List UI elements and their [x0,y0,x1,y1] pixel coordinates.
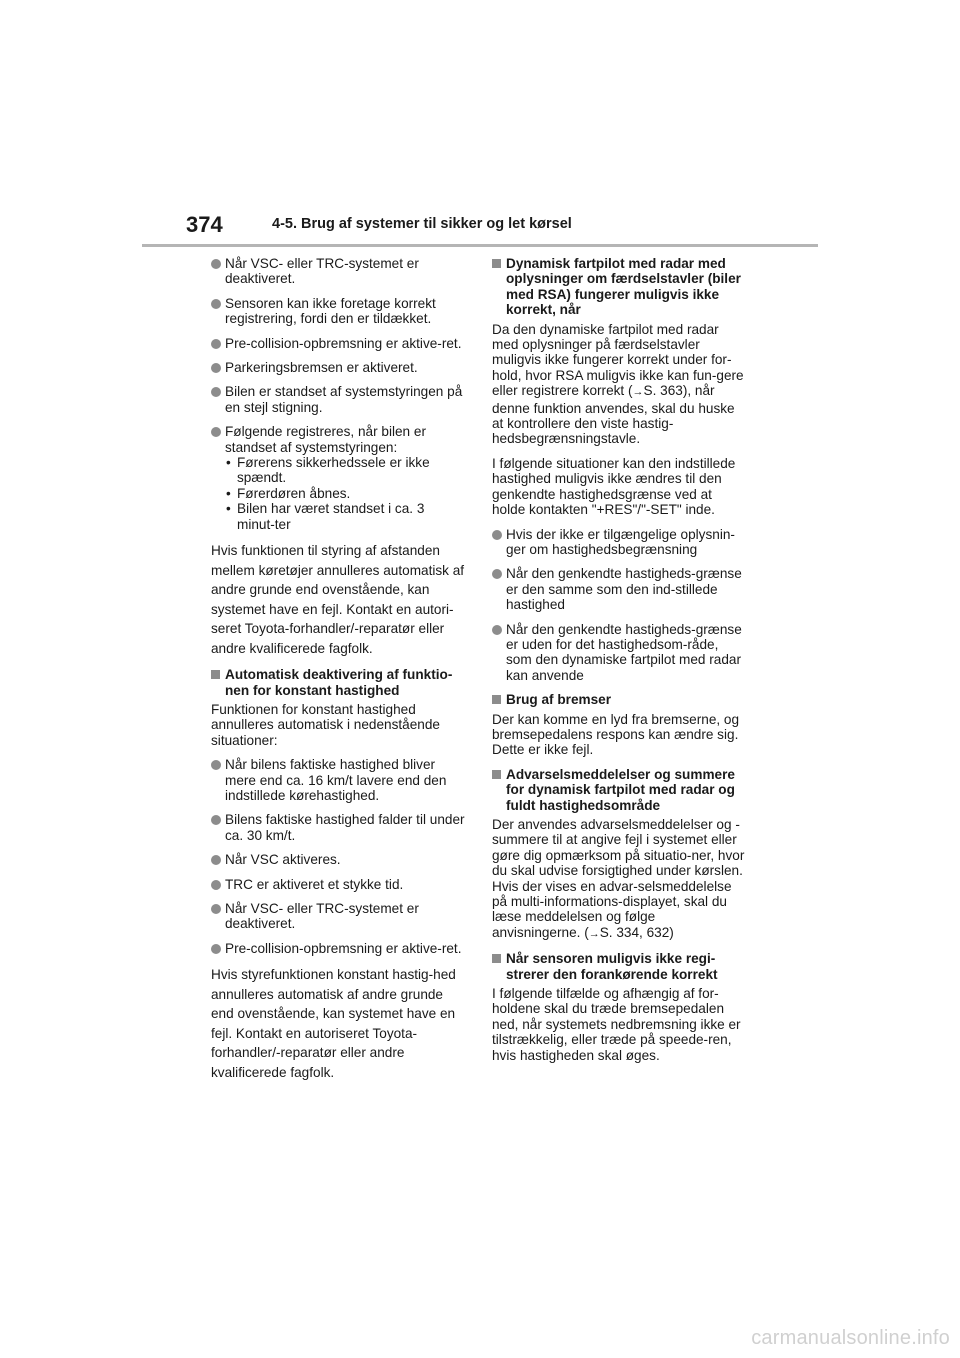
paragraph: Hvis styrefunktionen konstant hastig-hed annulleres automatisk af andre grunde end ovenstående, kan systemet have en fejl. Kontakt en autoriseret Toyota-forhandler/-reparatør eller andre kvalificerede fagfolk. [211,967,456,1080]
paragraph [492,817,746,942]
bullet-icon [211,339,221,349]
bullet-icon [211,387,221,397]
section-heading-text: Brug af bremser [506,692,612,708]
bullet-icon [211,259,221,269]
list-item-text: Hvis der ikke er tilgængelige oplysnin-ger om hastighedsbegrænsning [506,526,735,557]
list-item [211,360,465,375]
square-bullet-icon [211,670,220,679]
bullet-icon [211,427,221,437]
list-item [492,566,746,612]
list-item-text: Sensoren kan ikke foretage korrekt registrering, fordi den er tildækket. [225,295,436,327]
bullet-icon [492,530,502,540]
sub-list-item: • Førerdøren åbnes. [225,486,465,501]
sub-list-item: • Bilen har været standset i ca. 3 minut-ter [225,501,465,532]
list-item [211,852,465,867]
section-heading [492,692,746,707]
square-bullet-icon [492,954,501,963]
paragraph-text: ) [669,924,674,940]
list-item-text: Bilens faktiske hastighed falder til under ca. 30 km/t. [225,812,465,843]
sub-list-item: • Førerens sikkerhedssele er ikke spændt. [225,455,465,486]
paragraph-text: ), når denne funktion anvendes, skal du huske at kontrollere den viste hastig-hedsbegrænsningstavle. [492,383,735,447]
square-bullet-icon [492,695,501,704]
right-column [492,256,746,1072]
list-item-text: Når VSC- eller TRC-systemet er deaktiveret. [225,900,419,932]
paragraph: I følgende situationer kan den indstillede hastighed muligvis ikke ændres til den genkendte hastighedsgrænse ved at holde kontakten "+RES"/"-SET" inde. [492,455,736,518]
bullet-icon [211,815,221,825]
watermark: carmanualsonline.info [751,1327,950,1349]
list-item-text: Parkeringsbremsen er aktiveret. [225,360,418,376]
list-item [211,296,465,327]
page-number: 374 [186,212,223,237]
paragraph: Der kan komme en lyd fra bremserne, og bremsepedalens respons kan ændre sig. Dette er ikke fejl. [492,711,740,758]
bullet-icon [211,880,221,890]
bullet-icon [492,569,502,579]
bullet-icon [211,299,221,309]
square-bullet-icon [492,259,501,268]
header-divider [142,244,818,247]
bullet-icon [211,904,221,914]
list-item [211,812,465,843]
section-heading-text: Dynamisk fartpilot med radar med oplysninger om færdselstavler (biler med RSA) fungerer muligvis ikke korrekt, når [506,256,741,318]
page-header [186,212,818,248]
paragraph: Hvis funktionen til styring af afstanden mellem køretøjer annulleres automatisk af andre grunde end ovenstående, kan systemet have en fejl. Kontakt en autori-seret Toyota-forhandler/-reparatør eller andre kvalificerede fagfolk. [211,543,465,656]
list-item [211,336,465,351]
list-item-text: Bilen er standset af systemstyringen på en stejl stigning. [225,384,463,415]
page-reference: S. 334, 632 [599,924,670,940]
section-heading-text: Automatisk deaktivering af funktio-nen for konstant hastighed [225,667,453,698]
bullet-icon [211,855,221,865]
section-heading-text: Advarselsmeddelelser og summere for dynamisk fartpilot med radar og fuldt hastighedsområde [506,766,735,813]
section-heading [492,951,746,982]
list-item [211,424,465,532]
list-item [211,901,465,932]
bullet-icon [211,363,221,373]
list-item [211,757,465,803]
list-item [211,384,465,415]
arrow-right-icon: → [632,386,644,399]
list-item-text: Følgende registreres, når bilen er standset af systemstyringen: [225,424,426,455]
list-item [211,877,465,892]
section-heading [492,256,746,318]
list-item-text: TRC er aktiveret et stykke tid. [225,876,404,892]
list-item-text: Når VSC aktiveres. [225,852,341,868]
section-heading [492,767,746,813]
bullet-icon [211,760,221,770]
list-item-text: Når den genkendte hastigheds-grænse er uden for det hastighedsom-råde, som den dynamiske fartpilot med radar kan anvende [506,621,742,683]
square-bullet-icon [492,770,501,779]
bullet-icon [492,625,502,635]
list-item [211,256,465,287]
paragraph-text: Da den dynamiske fartpilot med radar med oplysninger på færdselstavler muligvis ikke fungerer korrekt under for-hold, hvor RSA muligvis ikke kan fun-gere eller registrere korrekt ( [492,321,744,399]
page-reference: S. 363 [643,383,683,399]
list-item-text: Når den genkendte hastigheds-grænse er den samme som den ind-stillede hastighed [506,566,742,613]
list-item-text: Pre-collision-opbremsning er aktive-ret. [225,335,462,351]
paragraph [492,322,746,447]
list-item [211,941,465,956]
paragraph-text: Der anvendes advarselsmeddelelser og -summere til at angive fejl i systemet eller gøre dig opmærksom på situatio-ner, hvor du skal udvise forsigtighed under kørslen. Hvis der vises en advar-selsmeddelelse på multi-informations-displayet, skal du læse meddelelsen og følge anvisningerne. ( [492,817,745,940]
left-column [211,256,465,1091]
section-heading-text: Når sensoren muligvis ikke regi-strerer den forankørende korrekt [506,951,718,982]
list-item-text: Pre-collision-opbremsning er aktive-ret. [225,940,462,956]
list-item [492,527,746,558]
list-item [492,622,746,684]
bullet-icon [211,944,221,954]
list-item-text: Når bilens faktiske hastighed bliver mere end ca. 16 km/t lavere end den indstillede kørehastighed. [225,757,447,803]
arrow-right-icon: → [588,927,600,940]
paragraph: I følgende tilfælde og afhængig af for-holdene skal du træde bremsepedalen ned, når systemets nedbremsning ikke er tilstrækkelig, eller træde på speede-ren, hvis hastigheden skal øges. [492,986,741,1063]
list-item-text: Når VSC- eller TRC-systemet er deaktiveret. [225,256,419,287]
paragraph: Funktionen for konstant hastighed annulleres automatisk i nedenstående situationer: [211,701,440,748]
chapter-title: 4-5. Brug af systemer til sikker og let kørsel [272,216,572,232]
section-heading [211,667,465,698]
